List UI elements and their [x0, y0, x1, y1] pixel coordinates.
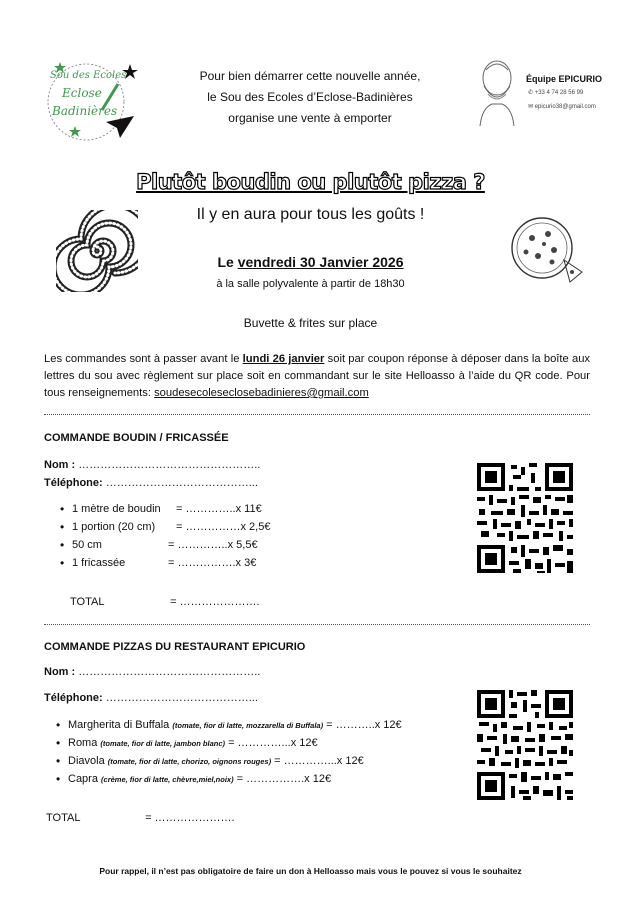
pizza-item-qty-field[interactable]: = …………….x 12€: [236, 773, 332, 785]
boudin-items-list: [60, 503, 270, 575]
pizza-item-qty-field[interactable]: = …………...x 12€: [228, 737, 318, 749]
info-deadline: lundi 26 janvier: [242, 353, 325, 365]
pizza-total-label: TOTAL: [46, 812, 81, 824]
qr-code-pizza[interactable]: [477, 690, 573, 800]
logo-line-1: Sou des Ecoles: [50, 70, 127, 81]
boudin-phone-field[interactable]: …………………………………...: [105, 477, 258, 489]
boudin-item-qty-field[interactable]: = ……………x 2,5€: [176, 521, 271, 533]
pizza-section-title: COMMANDE PIZZAS DU RESTAURANT EPICURIO: [44, 641, 306, 653]
pizza-total-row: [46, 812, 235, 824]
pizza-item-qty-field[interactable]: = ………..x 12€: [326, 719, 402, 731]
boudin-phone-label: Téléphone:: [44, 477, 103, 489]
team-phone: +33 4 74 28 56 99: [534, 90, 584, 96]
pizza-item-name: Roma: [68, 737, 98, 749]
boudin-total-field[interactable]: = ………………….: [170, 596, 260, 608]
boudin-name-field[interactable]: …………………………………………..: [78, 459, 261, 471]
team-title: Équipe EPICURIO: [526, 74, 603, 84]
pizza-item: [56, 773, 402, 791]
headline: Plutôt boudin ou plutôt pizza ?: [136, 170, 485, 194]
event-date: [0, 254, 621, 270]
pizza-name-row: [44, 666, 260, 678]
pizza-items-list: [56, 719, 402, 791]
boudin-section-title: COMMANDE BOUDIN / FRICASSÉE: [44, 432, 229, 444]
buvette-note: Buvette & frites sur place: [243, 316, 378, 330]
event-place: à la salle polyvalente à partir de 18h30: [216, 278, 405, 290]
footer-note: Pour rappel, il n’est pas obligatoire de faire un don à Helloasso mais vous le pouvez si vous le souhaitez: [99, 866, 522, 876]
boudin-item: [60, 539, 270, 557]
subheadline: Il y en aura pour tous les goûts !: [196, 206, 425, 223]
boudin-item-label: 1 fricassée: [72, 557, 126, 569]
team-email-row: [528, 103, 596, 110]
boudin-item: [60, 503, 270, 521]
pizza-item-desc: (crème, fior di latte, chèvre,miel,noix): [101, 775, 234, 784]
intro-line-2: le Sou des Ecoles d’Eclose-Badinières: [207, 90, 413, 104]
qr-code-boudin[interactable]: [477, 463, 573, 573]
pizza-item-desc: (tomate, fior di latte, mozzarella di Buffala): [172, 721, 324, 730]
boudin-item-label: 50 cm: [72, 539, 102, 551]
qr-code-icon: [477, 690, 573, 800]
pizza-item-name: Margherita di Buffala: [68, 719, 170, 731]
qr-code-icon: [477, 463, 573, 573]
pizza-name-label: Nom :: [44, 666, 76, 678]
boudin-total-row: [70, 596, 260, 608]
team-phone-row: [528, 89, 583, 96]
pizza-item-name: Capra: [68, 773, 98, 785]
pizza-phone-label: Téléphone:: [44, 692, 103, 704]
pizza-item-desc: (tomate, fior di latte, chorizo, oignons rouges): [107, 757, 272, 766]
intro-line-3: organise une vente à emporter: [228, 111, 392, 125]
info-part-1: Les commandes sont à passer avant le: [44, 353, 240, 365]
boudin-item-label: 1 mètre de boudin: [72, 503, 161, 515]
logo-line-3: Badinières: [52, 104, 118, 118]
intro-line-1: Pour bien démarrer cette nouvelle année,: [199, 69, 421, 83]
pizza-item: [56, 755, 402, 773]
order-info-paragraph: [44, 351, 590, 402]
boudin-name-row: [44, 459, 260, 471]
pizza-item: [56, 719, 402, 737]
boudin-item-qty-field[interactable]: = …………….x 3€: [168, 557, 257, 569]
boudin-item: [60, 557, 270, 575]
pizza-phone-field[interactable]: …………………………………...: [105, 692, 258, 704]
separator-2: [44, 624, 590, 625]
sou-des-ecoles-logo: [40, 58, 140, 150]
boudin-name-label: Nom :: [44, 459, 76, 471]
pizza-item-desc: (tomate, fior di latte, jambon blanc): [100, 739, 225, 748]
team-email: epicurio38@gmail.com: [534, 104, 596, 110]
mail-icon: ✉: [528, 104, 534, 110]
pizza-illustration: [508, 214, 584, 286]
boudin-item: [60, 521, 270, 539]
pizza-phone-row: [44, 692, 258, 704]
phone-icon: ✆: [528, 90, 534, 96]
boudin-item-label: 1 portion (20 cm): [72, 521, 156, 533]
pizza-name-field[interactable]: …………………………………………..: [78, 666, 261, 678]
pizza-item-qty-field[interactable]: = …………...x 12€: [274, 755, 364, 767]
date-day: vendredi 30 Janvier 2026: [237, 254, 404, 270]
date-prefix: Le: [217, 254, 234, 270]
logo-line-2: Eclose: [62, 86, 102, 100]
boudin-item-qty-field[interactable]: = …………..x 5,5€: [168, 539, 258, 551]
separator-1: [44, 414, 590, 415]
boudin-phone-row: [44, 477, 258, 489]
contact-email-link[interactable]: soudesecoleseclosebadinieres@gmail.com: [154, 387, 369, 399]
epicurio-bust-icon: [472, 56, 522, 128]
pizza-item: [56, 737, 402, 755]
pizza-item-name: Diavola: [68, 755, 105, 767]
boudin-total-label: TOTAL: [70, 596, 105, 608]
pizza-total-field[interactable]: = ………………….: [145, 812, 235, 824]
boudin-item-qty-field[interactable]: = …………..x 11€: [176, 503, 262, 515]
intro-block: [160, 66, 460, 129]
info-part-2: soit par coupon réponse à déposer dans la boîte aux lettres du sou avec règlement sur place soit en commandant sur le site Helloasso à l’aide du QR code. Pour tous renseignements:: [44, 353, 591, 399]
